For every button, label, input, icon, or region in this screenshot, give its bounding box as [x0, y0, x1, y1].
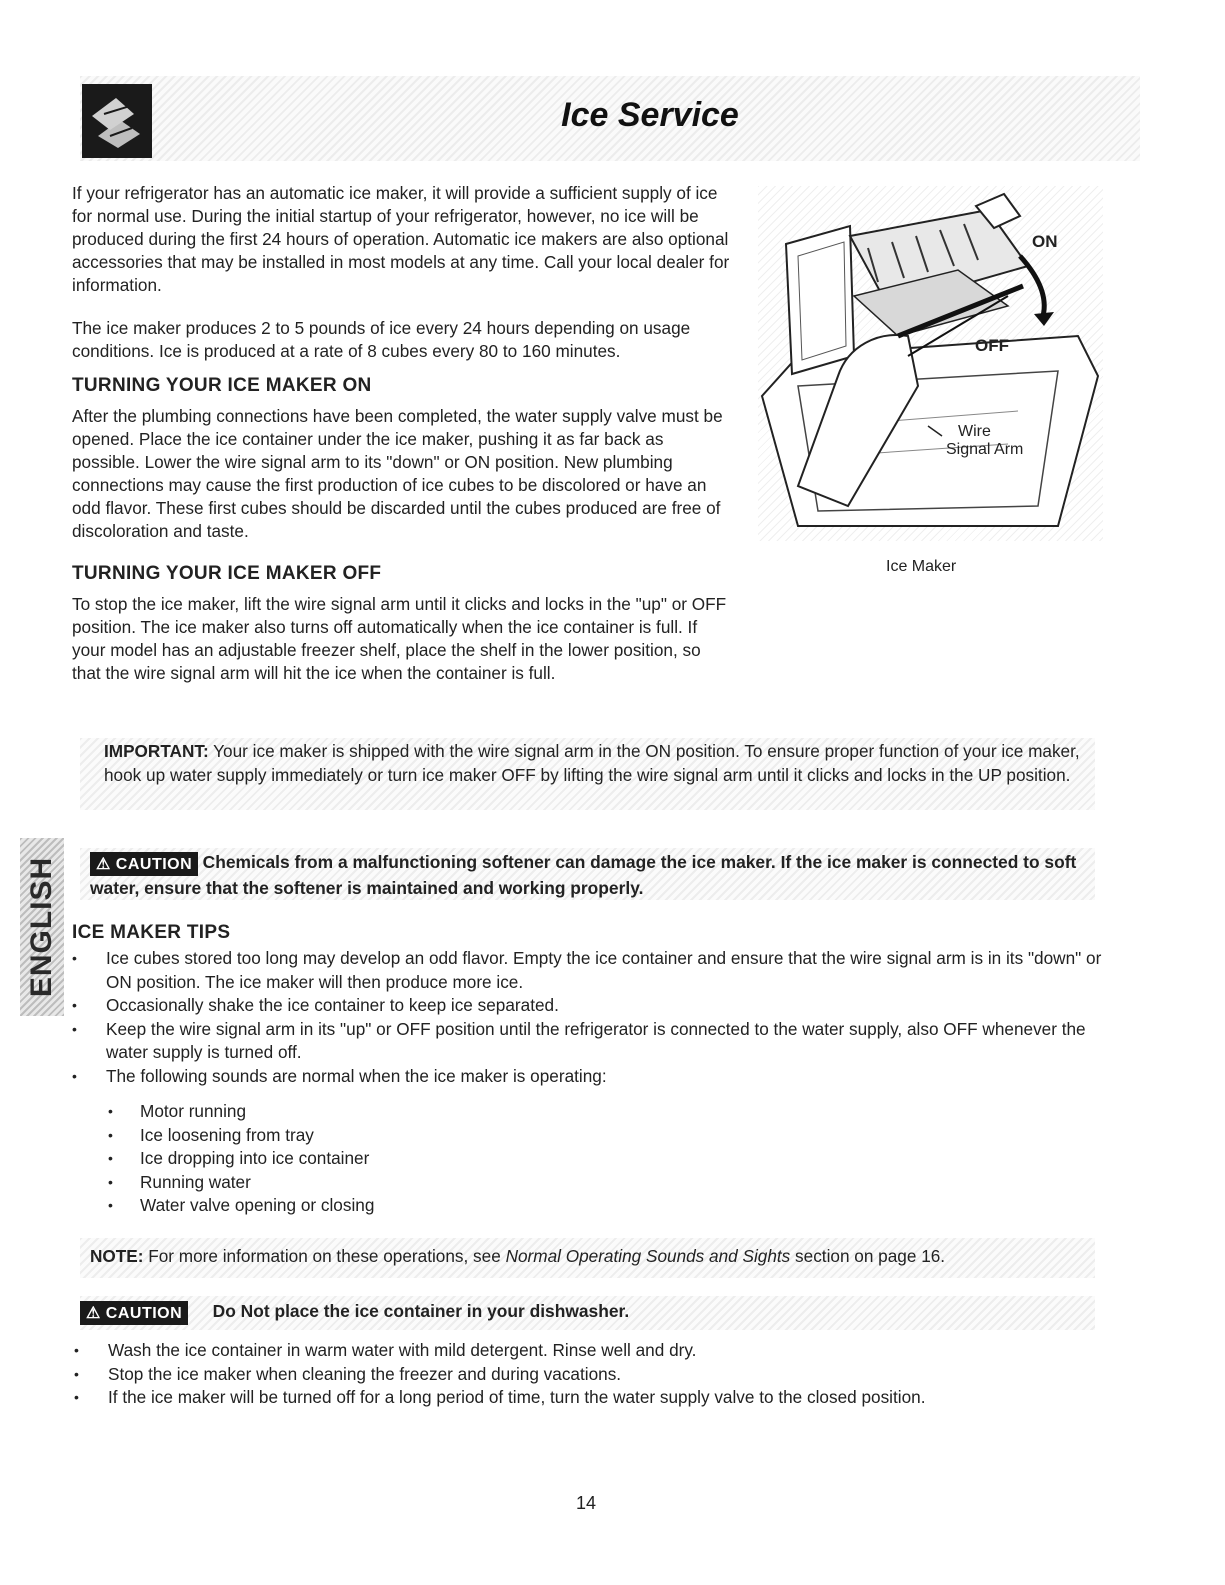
list-item: • Stop the ice maker when cleaning the freezer and during vacations.	[72, 1363, 1112, 1387]
important-notice	[80, 738, 1095, 810]
note-box	[80, 1238, 1095, 1278]
language-tab-label: ENGLISH	[25, 856, 58, 998]
note-reference: Normal Operating Sounds and Sights	[505, 1246, 791, 1266]
list-item: • Ice cubes stored too long may develop an odd flavor. Empty the ice container and ensure that the wire signal arm is in its "down" or ON position. The ice maker will then produce more ice.	[70, 947, 1110, 994]
caution-softener	[80, 848, 1095, 900]
list-item: • Wash the ice container in warm water with mild detergent. Rinse well and dry.	[72, 1339, 1112, 1363]
page-number: 14	[576, 1493, 597, 1513]
warning-triangle-icon: ⚠	[86, 1304, 101, 1322]
list-item: • Motor running	[70, 1100, 870, 1124]
note-text-end: section on page 16.	[790, 1246, 946, 1266]
caution-softener-text: Chemicals from a malfunctioning softener can damage the ice maker. If the ice maker is connected to soft water, ensure that the softener is maintained and working properly.	[90, 852, 1077, 898]
list-item: • The following sounds are normal when the ice maker is operating:	[70, 1065, 1110, 1089]
turning-on-heading: TURNING YOUR ICE MAKER ON	[72, 375, 372, 396]
figure-label-signal-arm: Signal Arm	[946, 441, 1024, 458]
caution-badge: ⚠ CAUTION	[90, 852, 198, 876]
sounds-list	[70, 1100, 870, 1218]
ice-cubes-icon	[82, 84, 152, 158]
note-text: For more information on these operations, see	[143, 1246, 506, 1266]
tips-heading: ICE MAKER TIPS	[72, 922, 231, 943]
caution-dishwasher-text: Do Not place the ice container in your dishwasher.	[212, 1301, 630, 1321]
figure-label-wire: Wire	[958, 423, 991, 440]
warning-triangle-icon: ⚠	[96, 855, 111, 873]
list-item: • Keep the wire signal arm in its "up" or OFF position until the refrigerator is connected to the water supply, also OFF whenever the water supply is turned off.	[70, 1018, 1110, 1065]
figure-label-off: OFF	[975, 336, 1009, 355]
caution-badge: ⚠ CAUTION	[80, 1301, 188, 1325]
turning-off-body: To stop the ice maker, lift the wire signal arm until it clicks and locks in the "up" or OFF position. The ice maker also turns off automatically when the ice container is full. If your model has an adjustable freezer shelf, place the shelf in the lower position, so that the wire signal arm will hit the ice when the container is full.	[72, 594, 727, 683]
page-title: Ice Service	[561, 96, 739, 134]
list-item: • Running water	[70, 1171, 870, 1195]
list-item: • Water valve opening or closing	[70, 1194, 870, 1218]
turning-on-body: After the plumbing connections have been completed, the water supply valve must be opened. Place the ice container under the ice maker, pushing it as far back as possible. Lower the wire signal arm to its "down" or ON position. New plumbing connections may cause the first production of ice cubes to be discolored or have an odd flavor. These first cubes should be discarded until the cubes produced are free of discoloration and taste.	[72, 406, 723, 541]
list-item: • Ice dropping into ice container	[70, 1147, 870, 1171]
important-text: Your ice maker is shipped with the wire signal arm in the ON position. To ensure proper function of your ice maker, hook up water supply immediately or turn ice maker OFF by lifting the wire signal arm until it clicks and locks in the UP position.	[104, 741, 1080, 785]
list-item: • If the ice maker will be turned off for a long period of time, turn the water supply valve to the closed position.	[72, 1386, 1112, 1410]
intro-paragraph-2: The ice maker produces 2 to 5 pounds of ice every 24 hours depending on usage conditions. Ice is produced at a rate of 8 cubes every 80 to 160 minutes.	[72, 318, 691, 361]
note-label: NOTE:	[90, 1246, 144, 1266]
turning-off-heading: TURNING YOUR ICE MAKER OFF	[72, 563, 382, 584]
list-item: • Ice loosening from tray	[70, 1124, 870, 1148]
caution-dishwasher	[80, 1296, 1095, 1330]
care-list	[72, 1339, 1112, 1410]
tips-list	[70, 947, 1110, 1088]
list-item: • Occasionally shake the ice container to keep ice separated.	[70, 994, 1110, 1018]
language-tab	[20, 838, 64, 1016]
intro-paragraph-1: If your refrigerator has an automatic ice maker, it will provide a sufficient supply of ice for normal use. During the initial startup of your refrigerator, however, no ice will be produced during the first 24 hours of operation. Automatic ice makers are also optional accessories that may be installed in most models at any time. Call your local dealer for information.	[72, 183, 730, 295]
figure-label-on: ON	[1032, 232, 1058, 251]
figure-caption: Ice Maker	[886, 558, 957, 575]
important-label: IMPORTANT:	[104, 741, 209, 761]
